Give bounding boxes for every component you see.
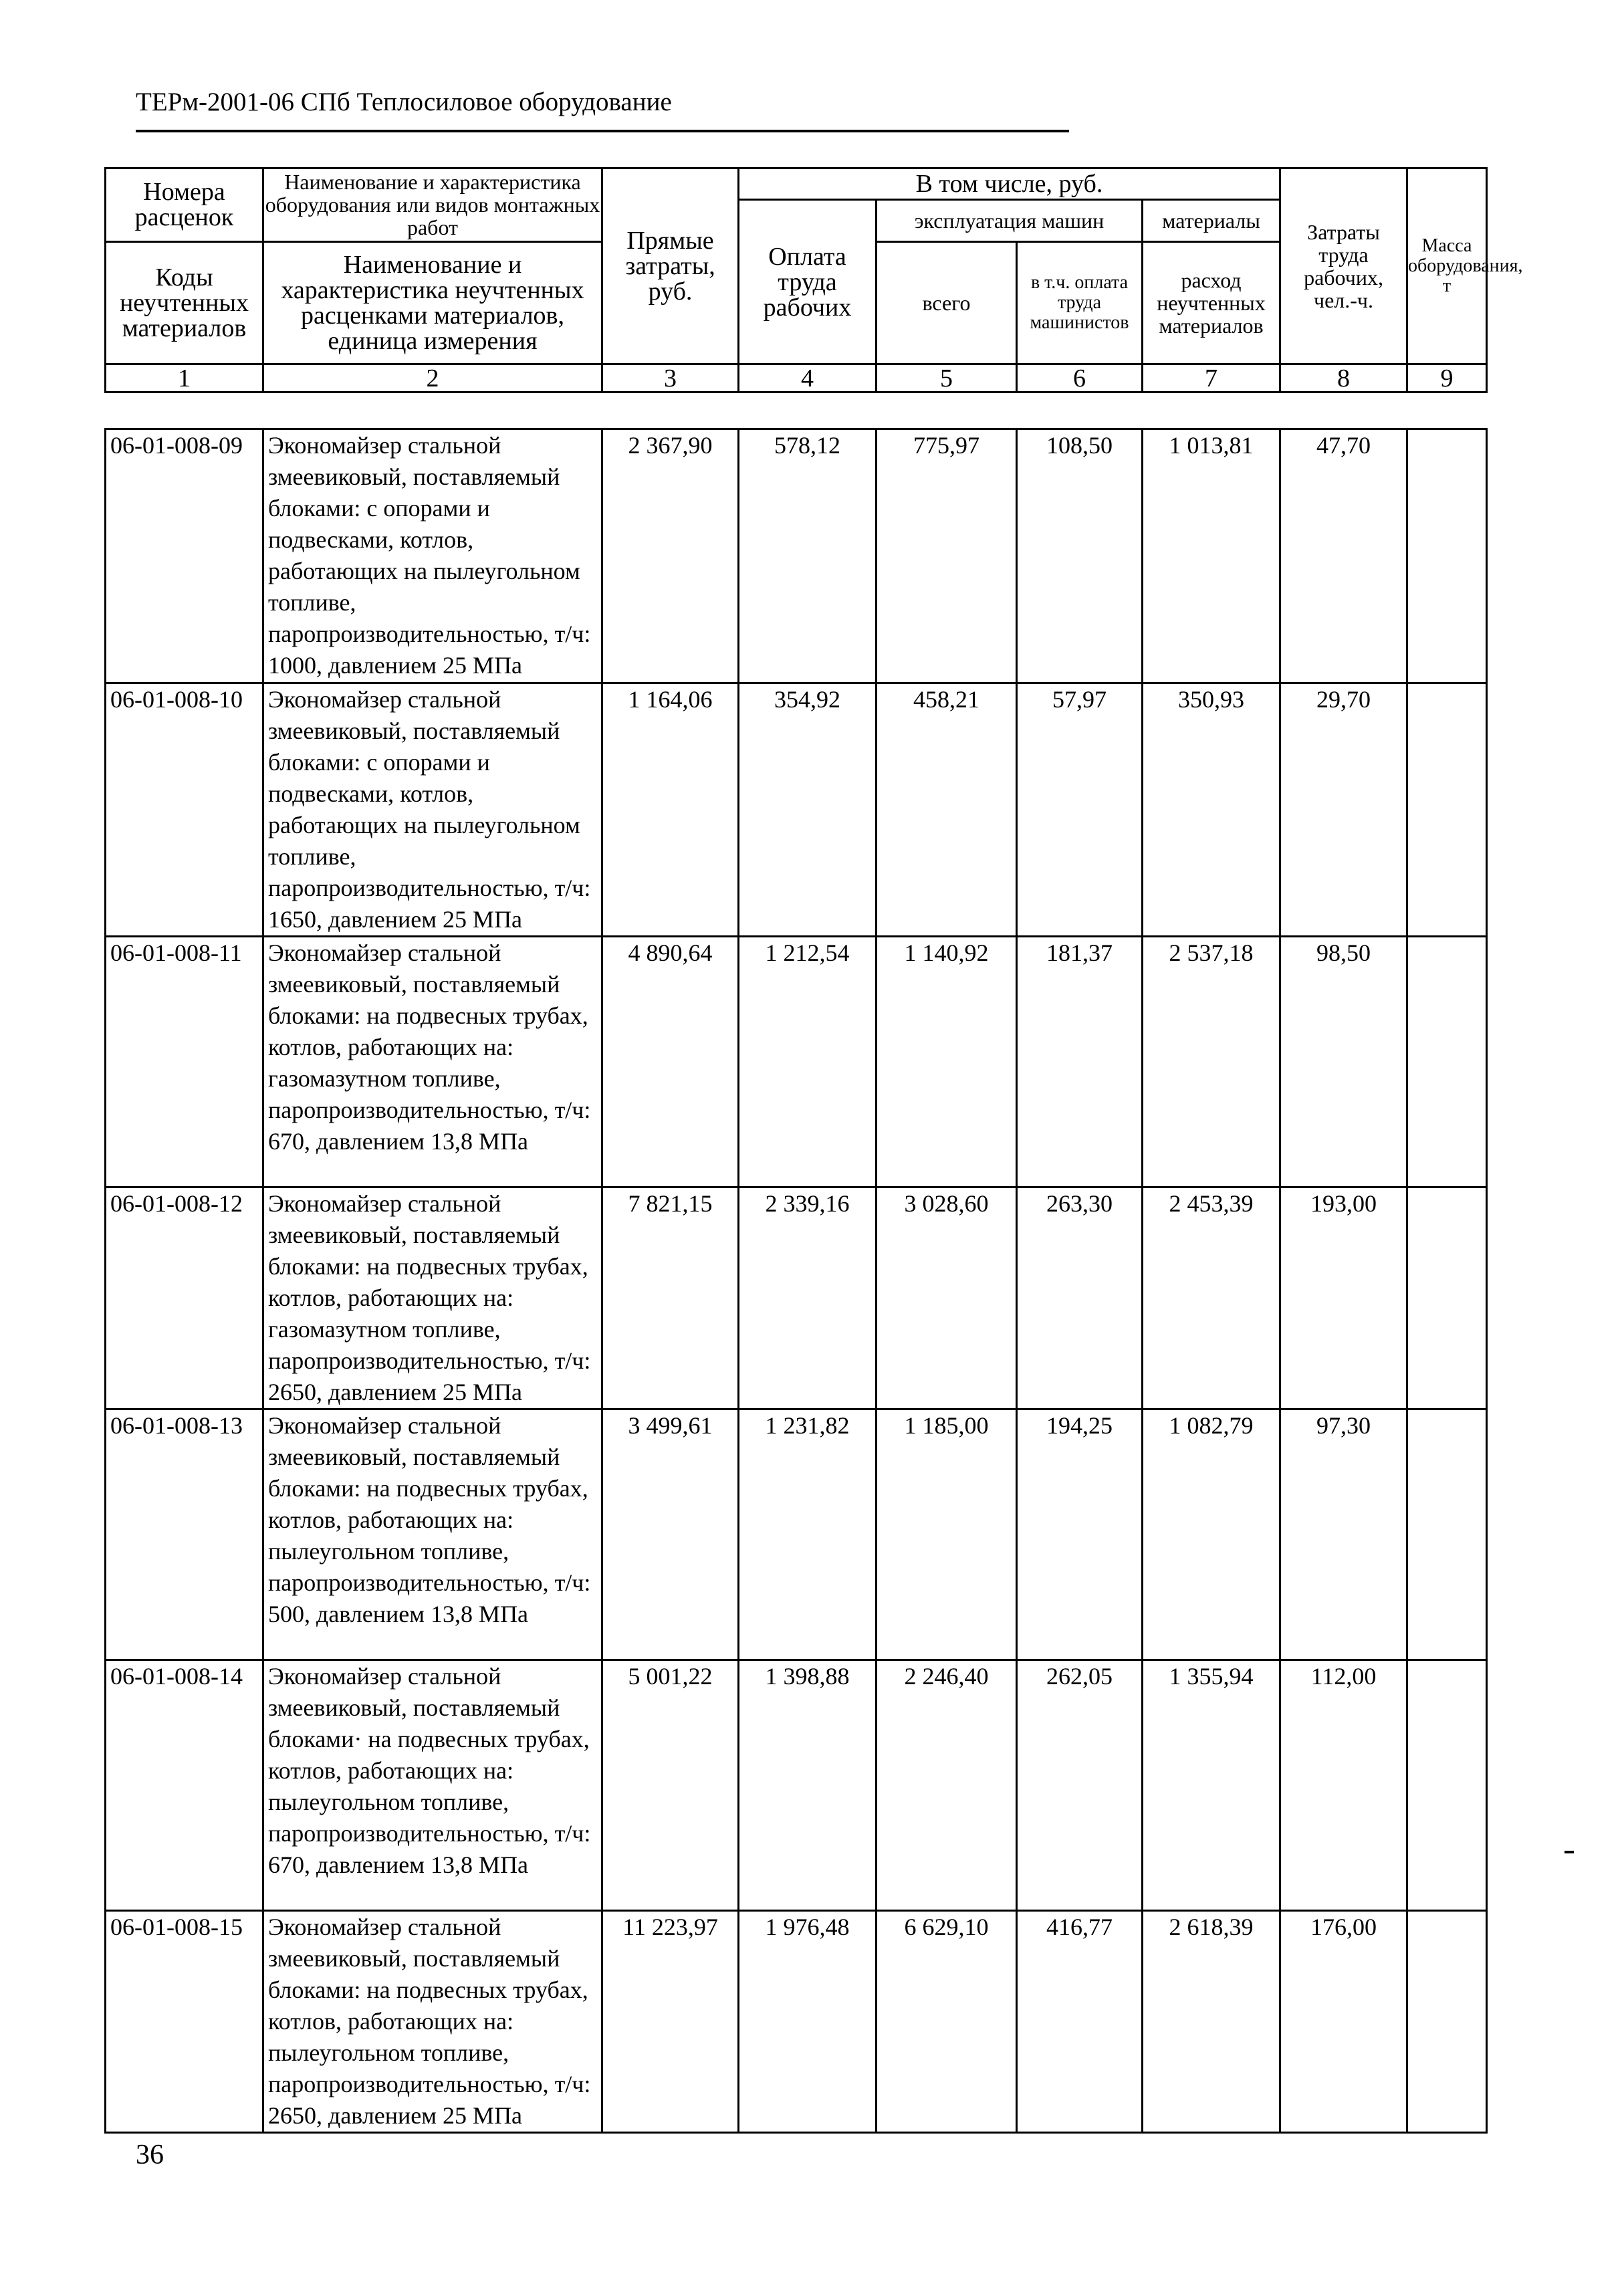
labor-hours: 97,30 — [1280, 1409, 1407, 1660]
labor-hours: 193,00 — [1280, 1187, 1407, 1409]
machines-total: 458,21 — [877, 683, 1017, 937]
work-description: Экономайзер стальной змеевиковый, поставляемый блоками: с опорами и подвесками, котлов, работающих на пылеугольном топливе, паропроизводительностью, т/ч: 1000, давлением 25 МПа — [263, 429, 602, 683]
labor-hours: 29,70 — [1280, 683, 1407, 937]
machines-total: 3 028,60 — [877, 1187, 1017, 1409]
labor-hours: 112,00 — [1280, 1660, 1407, 1911]
column-number: 4 — [739, 364, 877, 392]
table-header — [104, 167, 1523, 393]
scan-mark — [1564, 1851, 1574, 1853]
labor-pay: 354,92 — [739, 683, 877, 937]
materials-cost: 1 355,94 — [1143, 1660, 1280, 1911]
column-number: 2 — [263, 364, 602, 392]
rate-code: 06-01-008-10 — [106, 683, 263, 937]
column-number: 6 — [1017, 364, 1143, 392]
materials-cost: 2 618,39 — [1143, 1911, 1280, 2133]
labor-pay: 1 231,82 — [739, 1409, 877, 1660]
table-row — [106, 1911, 1487, 2133]
machinist-pay: 108,50 — [1017, 429, 1143, 683]
table-row — [106, 1187, 1487, 1409]
machines-total: 2 246,40 — [877, 1660, 1017, 1911]
table-row — [106, 1409, 1487, 1660]
title-underline — [136, 130, 1069, 132]
equipment-mass — [1407, 429, 1487, 683]
column-number: 3 — [602, 364, 739, 392]
machinist-pay: 262,05 — [1017, 1660, 1143, 1911]
labor-pay: 1 212,54 — [739, 937, 877, 1187]
machinist-pay: 416,77 — [1017, 1911, 1143, 2133]
direct-cost: 7 821,15 — [602, 1187, 739, 1409]
header-machines-total: всего — [877, 241, 1017, 364]
equipment-mass — [1407, 1409, 1487, 1660]
work-description: Экономайзер стальной змеевиковый, поставляемый блоками: с опорами и подвесками, котлов, работающих на пылеугольном топливе, паропроизводительностью, т/ч: 1650, давлением 25 МПа — [263, 683, 602, 937]
rates-table — [104, 428, 1488, 2134]
rate-code: 06-01-008-09 — [106, 429, 263, 683]
labor-hours: 176,00 — [1280, 1911, 1407, 2133]
header-codes-top: Номера расценок — [106, 168, 263, 242]
equipment-mass — [1407, 1911, 1487, 2133]
header-mass: Масса оборудования, т — [1407, 168, 1487, 364]
machines-total: 1 140,92 — [877, 937, 1017, 1187]
page-number: 36 — [136, 2140, 164, 2170]
header-labor-hours: Затраты труда рабочих, чел.-ч. — [1280, 168, 1407, 364]
header-materials-group: материалы — [1143, 199, 1280, 241]
direct-cost: 3 499,61 — [602, 1409, 739, 1660]
column-number: 9 — [1407, 364, 1487, 392]
column-number: 1 — [106, 364, 263, 392]
document-title: ТЕРм-2001-06 СПб Теплосиловое оборудование — [136, 88, 672, 116]
column-number: 7 — [1143, 364, 1280, 392]
machinist-pay: 194,25 — [1017, 1409, 1143, 1660]
work-description: Экономайзер стальной змеевиковый, поставляемый блоками: на подвесных трубах, котлов, работающих на: пылеугольном топливе, паропроизводительностью, т/ч: 2650, давлением 25 МПа — [263, 1911, 602, 2133]
table-row — [106, 1660, 1487, 1911]
rate-code: 06-01-008-12 — [106, 1187, 263, 1409]
equipment-mass — [1407, 937, 1487, 1187]
labor-pay: 1 398,88 — [739, 1660, 877, 1911]
rate-code: 06-01-008-14 — [106, 1660, 263, 1911]
machines-total: 1 185,00 — [877, 1409, 1017, 1660]
column-number: 8 — [1280, 364, 1407, 392]
equipment-mass — [1407, 1187, 1487, 1409]
work-description: Экономайзер стальной змеевиковый, поставляемый блоками: на подвесных трубах, котлов, работающих на: газомазутном топливе, паропроизводительностью, т/ч: 2650, давлением 25 МПа — [263, 1187, 602, 1409]
machinist-pay: 181,37 — [1017, 937, 1143, 1187]
direct-cost: 1 164,06 — [602, 683, 739, 937]
equipment-mass — [1407, 683, 1487, 937]
machines-total: 6 629,10 — [877, 1911, 1017, 2133]
direct-cost: 5 001,22 — [602, 1660, 739, 1911]
labor-pay: 1 976,48 — [739, 1911, 877, 2133]
header-group-including: В том числе, руб. — [739, 168, 1280, 200]
labor-hours: 98,50 — [1280, 937, 1407, 1187]
work-description: Экономайзер стальной змеевиковый, поставляемый блоками: на подвесных трубах, котлов, работающих на: пылеугольном топливе, паропроизводительностью, т/ч: 500, давлением 13,8 МПа — [263, 1409, 602, 1660]
table-row — [106, 683, 1487, 937]
header-unaccounted-materials: расход неучтенных материалов — [1143, 241, 1280, 364]
rate-code: 06-01-008-15 — [106, 1911, 263, 2133]
table-row — [106, 937, 1487, 1187]
header-machinist-pay: в т.ч. оплата труда машинистов — [1017, 241, 1143, 364]
machines-total: 775,97 — [877, 429, 1017, 683]
materials-cost: 2 453,39 — [1143, 1187, 1280, 1409]
machinist-pay: 57,97 — [1017, 683, 1143, 937]
work-description: Экономайзер стальной змеевиковый, поставляемый блоками· на подвесных трубах, котлов, работающих на: пылеугольном топливе, паропроизводительностью, т/ч: 670, давлением 13,8 МПа — [263, 1660, 602, 1911]
machinist-pay: 263,30 — [1017, 1187, 1143, 1409]
labor-pay: 578,12 — [739, 429, 877, 683]
work-description: Экономайзер стальной змеевиковый, поставляемый блоками: на подвесных трубах, котлов, работающих на: газомазутном топливе, паропроизводительностью, т/ч: 670, давлением 13,8 МПа — [263, 937, 602, 1187]
materials-cost: 350,93 — [1143, 683, 1280, 937]
materials-cost: 1 082,79 — [1143, 1409, 1280, 1660]
direct-cost: 2 367,90 — [602, 429, 739, 683]
header-name-bottom: Наименование и характеристика неучтенных расценками материалов, единица измерения — [263, 241, 602, 364]
rate-code: 06-01-008-11 — [106, 937, 263, 1187]
header-direct-cost: Прямые затраты, руб. — [602, 168, 739, 364]
materials-cost: 1 013,81 — [1143, 429, 1280, 683]
labor-pay: 2 339,16 — [739, 1187, 877, 1409]
direct-cost: 11 223,97 — [602, 1911, 739, 2133]
header-name-top: Наименование и характеристика оборудования или видов монтажных работ — [263, 168, 602, 242]
materials-cost: 2 537,18 — [1143, 937, 1280, 1187]
rate-code: 06-01-008-13 — [106, 1409, 263, 1660]
header-codes-bottom: Коды неучтенных материалов — [106, 241, 263, 364]
table-row — [106, 429, 1487, 683]
labor-hours: 47,70 — [1280, 429, 1407, 683]
equipment-mass — [1407, 1660, 1487, 1911]
header-machines-group: эксплуатация машин — [877, 199, 1143, 241]
header-labor-pay: Оплата труда рабочих — [739, 199, 877, 364]
column-number: 5 — [877, 364, 1017, 392]
direct-cost: 4 890,64 — [602, 937, 739, 1187]
